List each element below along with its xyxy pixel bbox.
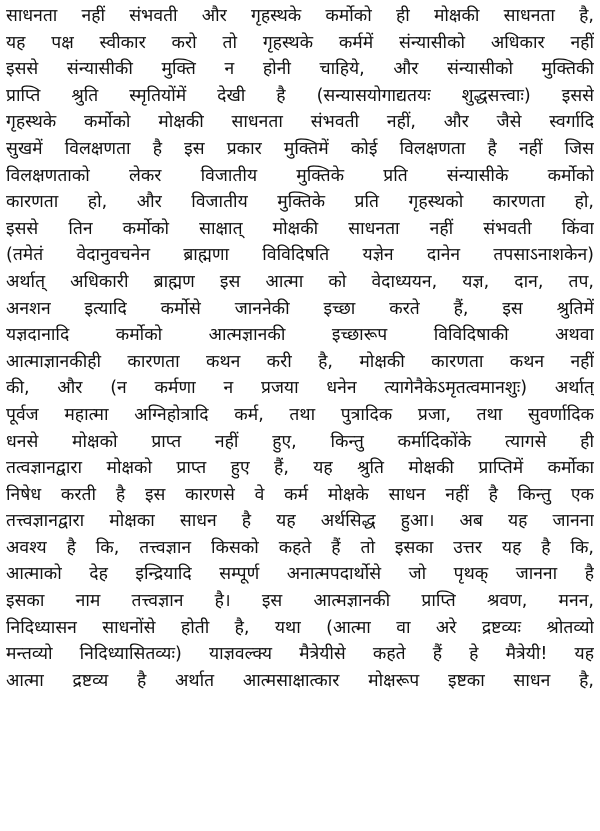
text-line-9: इससे तिन कर्मोको साक्षात् मोक्षकी साधनता नहीं संभवती किंवा xyxy=(6,218,594,239)
text-line-7: विलक्षणताको लेकर विजातीय मुक्तिके प्रति संन्यासीके कर्मोको xyxy=(6,165,594,186)
text-line-3: इससे संन्यासीकी मुक्ति न होनी चाहिये, और संन्यासीको मुक्तिकी xyxy=(6,59,594,80)
text-line-26: आत्मा द्रष्टव्य है अर्थात आत्मसाक्षात्कार मोक्षरूप इष्टका साधन है, xyxy=(6,670,594,691)
document-page xyxy=(6,0,594,831)
text-line-24: निदिध्यासन साधनोंसे होती है, यथा (आत्मा वा अरे द्रष्टव्यः श्रोतव्यो xyxy=(6,617,594,638)
text-line-11: अर्थात् अधिकारी ब्राह्मण इस आत्मा को वेदाध्ययन, यज्ञ, दान, तप, xyxy=(6,271,594,292)
text-line-23: इसका नाम तत्त्वज्ञान है। इस आत्मज्ञानकी प्राप्ति श्रवण, मनन, xyxy=(6,591,594,612)
text-line-8: कारणता हो, और विजातीय मुक्तिके प्रति गृहस्थको कारणता हो, xyxy=(6,192,594,213)
text-line-15: की, और (न कर्मणा न प्रजया धनेन त्यागेनैकेऽमृतत्वमानशुः) अर्थात् xyxy=(6,378,594,399)
text-line-5: गृहस्थके कर्मोको मोक्षकी साधनता संभवती नहीं, और जैसे स्वर्गादि xyxy=(6,112,594,133)
text-line-13: यज्ञदानादि कर्मोको आत्मज्ञानकी इच्छारूप विविदिषाकी अथवा xyxy=(6,325,594,346)
text-line-17: धनसे मोक्षको प्राप्त नहीं हुए, किन्तु कर्मादिकोंके त्यागसे ही xyxy=(6,431,594,452)
text-line-14: आत्माज्ञानकीही कारणता कथन करी है, मोक्षकी कारणता कथन नहीं xyxy=(6,351,594,372)
text-line-12: अनशन इत्यादि कर्मोसे जाननेकी इच्छा करते हैं, इस श्रुतिमें xyxy=(6,298,594,319)
text-line-20: तत्त्वज्ञानद्वारा मोक्षका साधन है यह अर्थसिद्ध हुआ। अब यह जानना xyxy=(6,511,594,532)
text-line-21: अवश्य है कि, तत्त्वज्ञान किसको कहते हैं तो इसका उत्तर यह है कि, xyxy=(6,537,594,558)
text-line-1: साधनता नहीं संभवती और गृहस्थके कर्मोको ही मोक्षकी साधनता है, xyxy=(6,6,594,26)
text-line-18: तत्वज्ञानद्वारा मोक्षको प्राप्त हुए हैं, यह श्रुति मोक्षकी प्राप्तिमें कर्मोका xyxy=(6,458,594,479)
text-line-4: प्राप्ति श्रुति स्मृतियोंमें देखी है (सन्यासयोगाद्यतयः शुद्धसत्त्वाः) इससे xyxy=(6,85,594,106)
text-line-2: यह पक्ष स्वीकार करो तो गृहस्थके कर्ममें संन्यासीको अधिकार नहीं xyxy=(6,32,594,53)
text-line-16: पूर्वज महात्मा अग्निहोत्रादि कर्म, तथा पुत्रादिक प्रजा, तथा सुवर्णादिक xyxy=(6,404,594,425)
text-line-10: (तमेतं वेदानुवचनेन ब्राह्मणा विविदिषति यज्ञेन दानेन तपसाऽनाशकेन) xyxy=(6,245,594,266)
text-line-19: निषेध करती है इस कारणसे वे कर्म मोक्षके साधन नहीं है किन्तु एक xyxy=(6,484,594,505)
text-line-6: सुखमें विलक्षणता है इस प्रकार मुक्तिमें कोई विलक्षणता है नहीं जिस xyxy=(6,138,594,159)
text-line-25: मन्तव्यो निदिध्यासितव्यः) याज्ञवल्क्य मैत्रेयीसे कहते हैं हे मैत्रेयी! यह xyxy=(6,644,594,665)
text-line-22: आत्माको देह इन्द्रियादि सम्पूर्ण अनात्मपदार्थोसे जो पृथक् जानना है xyxy=(6,564,594,585)
